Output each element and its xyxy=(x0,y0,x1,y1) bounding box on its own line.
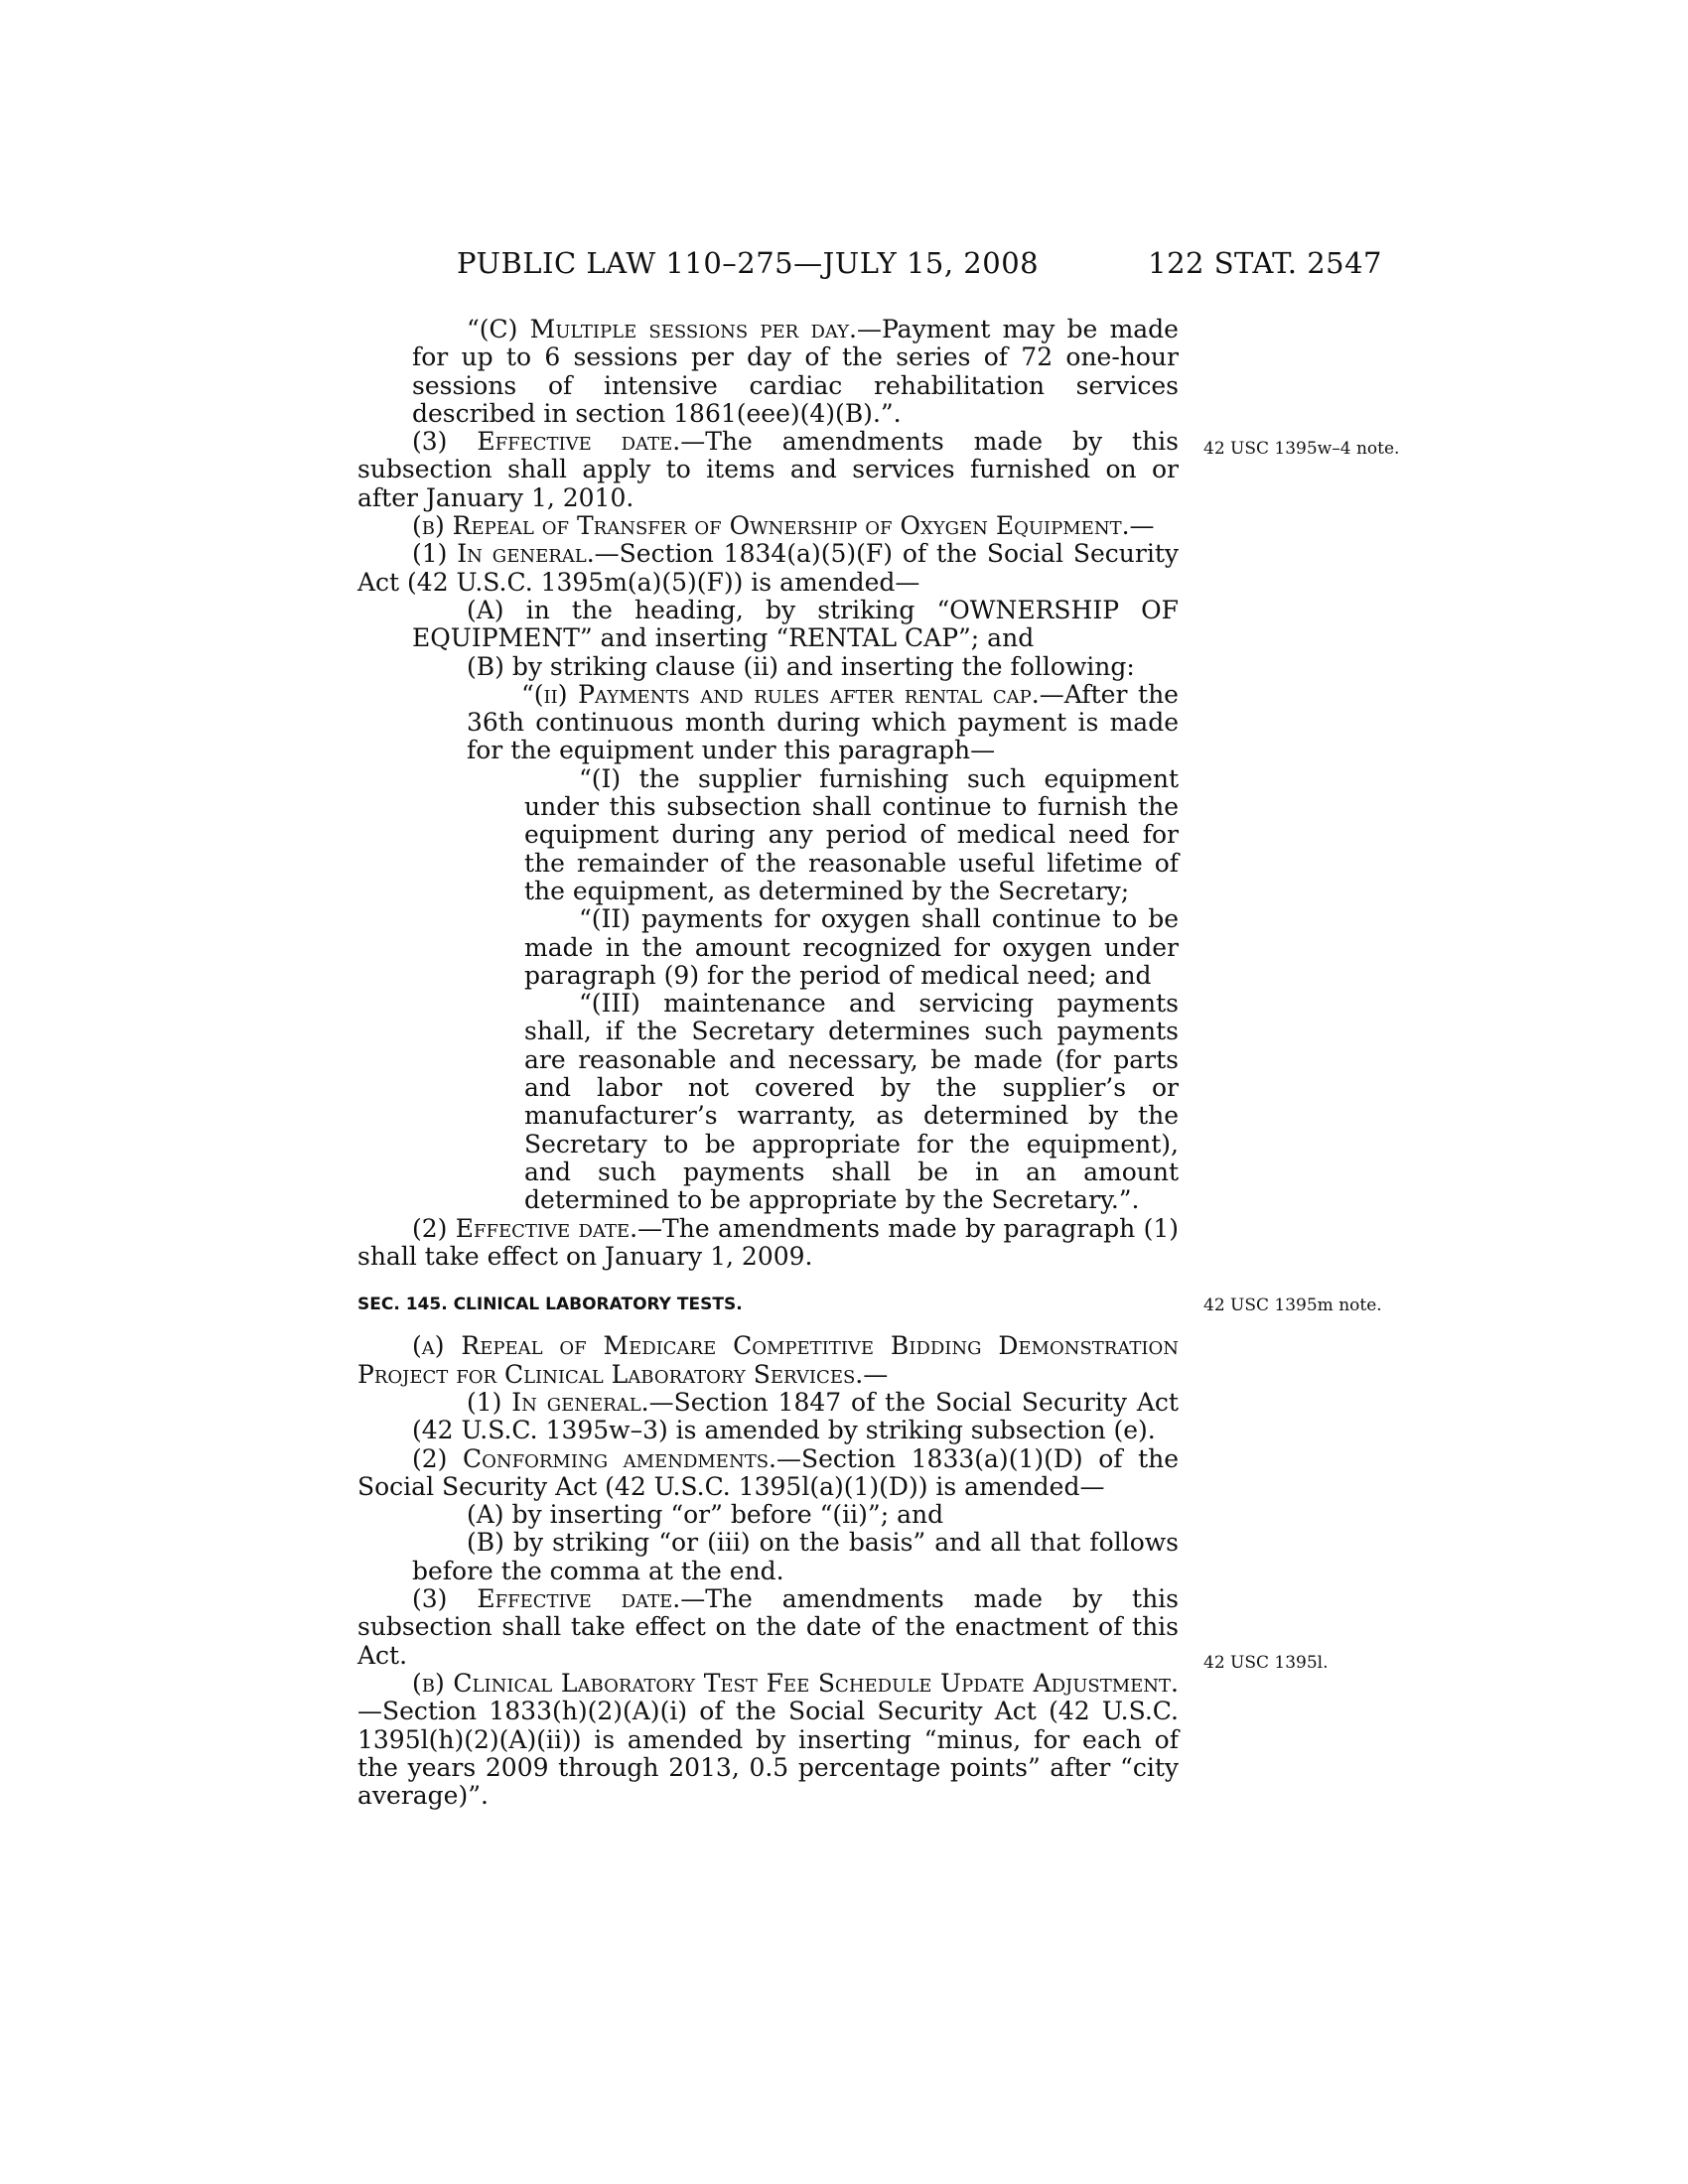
paragraph-1-in-general: (1) In general.—Section 1834(a)(5)(F) of the Social Security Act (42 U.S.C. 1395m(a)(5)(F)) is amended— xyxy=(357,539,1179,597)
subparagraph-A-inserting: (A) by inserting “or” before “(ii)”; and xyxy=(467,1500,944,1530)
subparagraph-B-striking: (B) by striking “or (iii) on the basis” and all that follows before the comma at the end. xyxy=(412,1528,1179,1585)
margin-note-1395w-4: 42 USC 1395w–4 note. xyxy=(1203,439,1400,459)
header-stat-page: 122 STAT. 2547 xyxy=(1148,246,1382,280)
document-body xyxy=(357,316,1179,1810)
header-law-title: PUBLIC LAW 110–275—JULY 15, 2008 xyxy=(457,246,1040,280)
paragraph-3-effective-date-145: (3) Effective date.—The amendments made by this subsection shall take effect on the date of the enactment of this Act. xyxy=(357,1584,1180,1670)
margin-note-1395l: 42 USC 1395l. xyxy=(1203,1653,1329,1673)
margin-note-1395m: 42 USC 1395m note. xyxy=(1203,1296,1382,1315)
paragraph-C: “(C) Multiple sessions per day.—Payment may be made for up to 6 sessions per day of the series of 72 one-hour sessions of intensive cardiac rehabilitation services described in section 1861(eee)(4)(B).”. xyxy=(412,315,1179,428)
subclause-II: “(II) payments for oxygen shall continue to be made in the amount recognized for oxygen under paragraph (9) for the period of medical need; and xyxy=(524,904,1179,990)
subparagraph-B: (B) by striking clause (ii) and inserting the following: xyxy=(467,651,1135,681)
paragraph-2-conforming: (2) Conforming amendments.—Section 1833(a)(1)(D) of the Social Security Act (42 U.S.C. 1395l(a)(1)(D)) is amended— xyxy=(357,1443,1180,1501)
subclause-I: “(I) the supplier furnishing such equipment under this subsection shall continue to furnish the equipment during any period of medical need for the remainder of the reasonable useful lifetime of the equipment, as determined by the Secretary; xyxy=(524,763,1179,905)
paragraph-1-section-1847: (1) In general.—Section 1847 of the Social Security Act (42 U.S.C. 1395w–3) is amended by striking subsection (e). xyxy=(412,1387,1179,1445)
paragraph-3-effective-date: (3) Effective date.—The amendments made by this subsection shall apply to items and services furnished on or after January 1, 2010. xyxy=(357,427,1180,512)
subsection-a-145-heading: (a) Repeal of Medicare Competitive Bidding Demonstration Project for Clinical Laboratory Services.— xyxy=(357,1331,1179,1389)
subsection-b-heading: (b) Repeal of Transfer of Ownership of Oxygen Equipment.— xyxy=(412,511,1155,541)
paragraph-2-effective-date: (2) Effective date.—The amendments made by paragraph (1) shall take effect on January 1, 2009. xyxy=(357,1213,1180,1271)
subsection-b-145: (b) Clinical Laboratory Test Fee Schedule Update Adjustment.—Section 1833(h)(2)(A)(i) of the Social Security Act (42 U.S.C. 1395l(h)(2)(A)(ii)) is amended by inserting “minus, for each of the years 2009 through 2013, 0.5 percentage points” after “city average)”. xyxy=(357,1668,1179,1811)
clause-ii: “(ii) Payments and rules after rental cap.—After the 36th continuous month during which payment is made for the equipment under this paragraph— xyxy=(467,679,1179,765)
subparagraph-A: (A) in the heading, by striking “OWNERSHIP OF EQUIPMENT” and inserting “RENTAL CAP”; and xyxy=(412,595,1179,653)
running-header xyxy=(457,246,1382,286)
section-145-heading: SEC. 145. CLINICAL LABORATORY TESTS. xyxy=(357,1295,743,1315)
subclause-III: “(III) maintenance and servicing payments shall, if the Secretary determines such payments are reasonable and necessary, be made (for parts and labor not covered by the supplier’s or manufacturer’s warranty, as determined by the Secretary to be appropriate for the equipment), and such payments shall be in an amount determined to be appropriate by the Secretary.”. xyxy=(524,989,1179,1215)
